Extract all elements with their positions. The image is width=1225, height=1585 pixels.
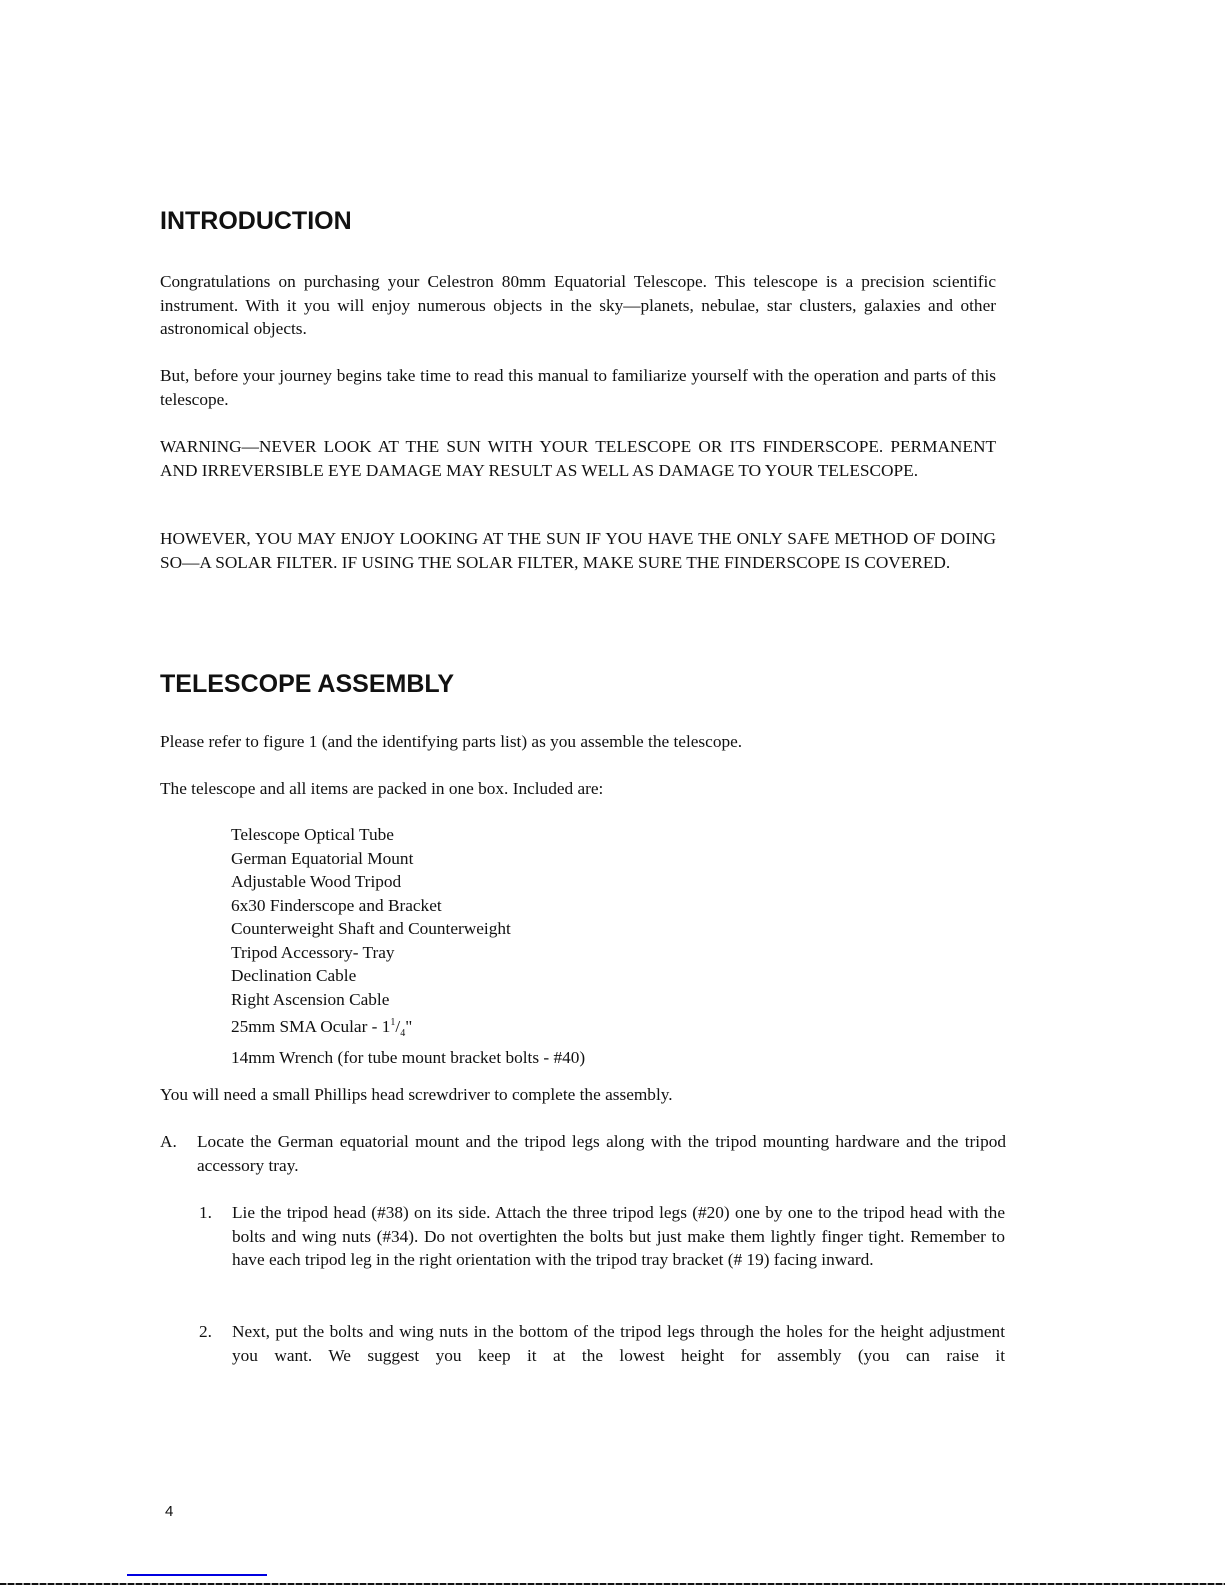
list-item: 14mm Wrench (for tube mount bracket bolts - #40) [231, 1047, 586, 1067]
step-a [160, 1130, 1006, 1177]
intro-paragraph: But, before your journey begins take time to read this manual to familiarize yourself with the operation and parts of this telescope. [160, 366, 996, 409]
list-item: Adjustable Wood Tripod [231, 872, 402, 891]
packed-paragraph: The telescope and all items are packed in one box. Included are: [160, 779, 604, 798]
ocular-text: 25mm SMA Ocular - 1 [231, 1016, 391, 1036]
step-label: 1. [199, 1203, 212, 1222]
blue-underline [127, 1574, 267, 1576]
step-text: Next, put the bolts and wing nuts in the bottom of the tripod legs through the holes for the height adjustment you want. We suggest you keep it at the lowest height for assembly (you can raise it [232, 1322, 1005, 1365]
step-label: 2. [199, 1322, 212, 1341]
warning-paragraph: WARNING—NEVER LOOK AT THE SUN WITH YOUR TELESCOPE OR ITS FINDERSCOPE. PERMANENT AND IRREVERSIBLE EYE DAMAGE MAY RESULT AS WELL AS DAMAGE TO YOUR TELESCOPE. [160, 437, 996, 480]
list-item: Right Ascension Cable [231, 989, 390, 1009]
introduction-heading: INTRODUCTION [160, 207, 352, 235]
solar-filter-paragraph: HOWEVER, YOU MAY ENJOY LOOKING AT THE SUN IF YOU HAVE THE ONLY SAFE METHOD OF DOING SO—A SOLAR FILTER. IF USING THE SOLAR FILTER, MAKE SURE THE FINDERSCOPE IS COVERED. [160, 529, 996, 572]
assembly-heading: TELESCOPE ASSEMBLY [160, 670, 455, 698]
refer-paragraph: Please refer to figure 1 (and the identifying parts list) as you assemble the telescope. [160, 732, 743, 751]
fraction-denominator: 4 [400, 1028, 406, 1040]
list-item: German Equatorial Mount [231, 848, 414, 868]
list-item: 6x30 Finderscope and Bracket [231, 895, 442, 915]
list-item: 25mm SMA Ocular - $1^1/_4$" [231, 1016, 413, 1040]
substep-1 [199, 1201, 1005, 1272]
screwdriver-paragraph: You will need a small Phillips head screwdriver to complete the assembly. [160, 1085, 673, 1104]
step-text: Lie the tripod head (#38) on its side. Attach the three tripod legs (#20) one by one to the tripod head with the bolts and wing nuts (#34). Do not overtighten the bolts but just make them lightly finger tight. Remember to have each tripod leg in the right orientation with the tripod tray bracket (# 19) facing inward. [232, 1203, 1005, 1269]
list-item: Telescope Optical Tube [231, 825, 394, 844]
step-text: Locate the German equatorial mount and the tripod legs along with the tripod mounting hardware and the tripod accessory tray. [197, 1132, 1006, 1175]
list-item: Tripod Accessory- Tray [231, 942, 395, 962]
list-item: Declination Cable [231, 966, 357, 985]
step-label: A. [160, 1132, 177, 1151]
intro-paragraph: Congratulations on purchasing your Celestron 80mm Equatorial Telescope. This telescope is a precision scientific instrument. With it you will enjoy numerous objects in the sky—planets, nebulae, star clusters, galaxies and other astronomical objects. [160, 272, 996, 338]
fraction-numerator: 1 [390, 1017, 396, 1028]
inch-mark: " [405, 1016, 413, 1036]
list-item: Counterweight Shaft and Counterweight [231, 919, 511, 938]
page-number: 4 [165, 1503, 174, 1520]
included-items-list [231, 823, 585, 1069]
substep-2 [199, 1320, 1005, 1367]
